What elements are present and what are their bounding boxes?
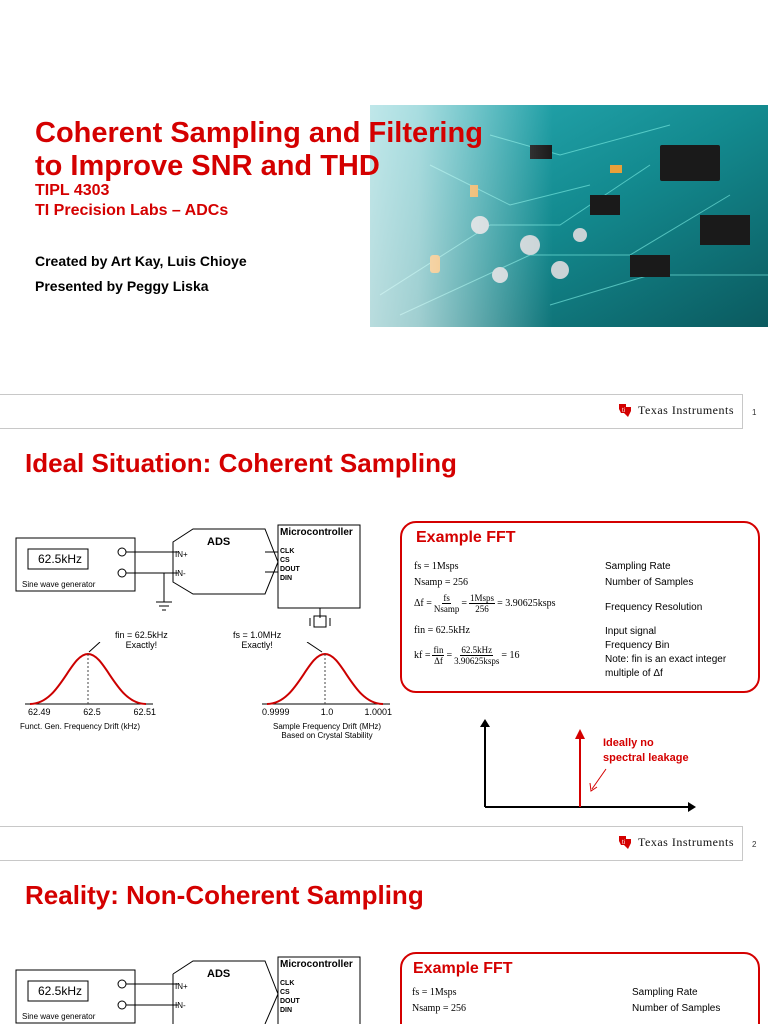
fraction: $\frac{\text{fin}}{\Delta f}$: [433, 645, 444, 666]
sample-frequency-bell-curve: [262, 642, 392, 707]
slide-footer: [0, 394, 743, 429]
course-code: TIPL 4303: [35, 182, 110, 199]
eq-fs: fs = 1Msps: [414, 561, 459, 572]
tick-label: 62.5: [83, 707, 101, 717]
mcu-pins: [280, 979, 300, 1015]
spectrum-note: [603, 736, 689, 766]
block-diagram: [10, 522, 380, 632]
desc-num-samples: Number of Samples: [632, 1003, 721, 1014]
ti-logo-text: Texas Instruments: [638, 834, 734, 849]
title-line-1: Coherent Sampling and Filtering: [35, 117, 483, 149]
bell2-ticks: [262, 707, 392, 717]
eq-fs: fs = 1Msps: [412, 987, 457, 998]
eq-kf: kf = $\frac{\text{fin}}{\Delta f}$ = $\frac{\text{62.5kHz}}{\text{3.90625ksps}}$ = 16: [414, 645, 520, 666]
svg-text:ti: ti: [622, 408, 626, 414]
pin-clk: CLK: [280, 548, 295, 555]
pin-cs: CS: [280, 557, 290, 564]
tick-label: 1.0: [320, 707, 334, 717]
generator-frequency: 62.5kHz: [38, 552, 83, 566]
eq-kf-result: = 16: [501, 650, 520, 661]
bell2-annotation: [233, 630, 281, 650]
eq-delta-f-lhs: Δf =: [414, 598, 432, 609]
fraction: $\frac{\text{62.5kHz}}{\text{3.90625ksps}}$: [454, 645, 500, 666]
slide-footer: [0, 826, 743, 861]
desc-num-samples: Number of Samples: [605, 577, 694, 588]
desc-sampling-rate: Sampling Rate: [632, 987, 698, 998]
tick-label: 62.51: [133, 707, 156, 717]
adc-label: ADS: [207, 968, 231, 980]
pin-din: DIN: [280, 1007, 293, 1014]
generator-label: Sine wave generator: [22, 580, 96, 589]
in-minus-label: IN-: [175, 569, 186, 578]
generator-frequency: 62.5kHz: [38, 984, 83, 998]
example-fft-box: [400, 521, 760, 693]
ti-logo-text: Texas Instruments: [638, 402, 734, 417]
tick-label: 62.49: [28, 707, 51, 717]
eq-fin: fin = 62.5kHz: [414, 625, 470, 636]
page-number: 2: [752, 840, 757, 849]
fraction: $\frac{fs}{\text{Nsamp}}$: [433, 593, 460, 614]
bell1-ticks: [28, 707, 156, 717]
pin-din: DIN: [280, 575, 293, 582]
slide-2: [0, 432, 768, 862]
in-minus-label: IN-: [175, 1001, 186, 1010]
bell2-caption-line2: Based on Crystal Stability: [281, 731, 373, 740]
pin-cs: CS: [280, 989, 290, 996]
created-by: Created by Art Kay, Luis Chioye: [35, 253, 247, 269]
tick-label: 1.0001: [364, 707, 392, 717]
bell2-caption-line1: Sample Frequency Drift (MHz): [272, 722, 382, 731]
spectrum-note-line2: spectral leakage: [603, 752, 689, 764]
in-plus-label: IN+: [175, 982, 188, 991]
slide-3: [0, 864, 768, 1024]
bell1-annot-line2: Exactly!: [125, 640, 158, 650]
pin-dout: DOUT: [280, 566, 300, 573]
example-fft-box: [400, 952, 760, 1024]
presented-by: Presented by Peggy Liska: [35, 278, 209, 294]
eq-delta-f-result: = 3.90625ksps: [497, 598, 556, 609]
slide-title: Reality: Non-Coherent Sampling: [25, 880, 424, 910]
frequency-drift-bell-curve: [25, 642, 155, 707]
eq-nsamp: Nsamp = 256: [414, 577, 468, 588]
series-name: TI Precision Labs – ADCs: [35, 202, 229, 219]
svg-text:ti: ti: [622, 840, 626, 846]
ti-logo: [616, 833, 734, 851]
fft-title: Example FFT: [413, 960, 513, 977]
mcu-label: Microcontroller: [280, 527, 353, 538]
bell2-caption: [262, 722, 392, 740]
bell1-annot-line1: fin = 62.5kHz: [115, 630, 168, 640]
ti-logo: [616, 401, 734, 419]
desc-freq-res: Frequency Resolution: [605, 602, 703, 613]
spectrum-note-line1: Ideally no: [603, 737, 654, 749]
generator-label: Sine wave generator: [22, 1012, 96, 1021]
mcu-label: Microcontroller: [280, 959, 353, 970]
bell1-caption: Funct. Gen. Frequency Drift (kHz): [20, 722, 141, 731]
adc-label: ADS: [207, 536, 231, 548]
mcu-pins: [280, 547, 300, 583]
desc-note-2: multiple of Δf: [605, 668, 663, 679]
slide-title: Ideal Situation: Coherent Sampling: [25, 448, 457, 478]
page-number: 1: [752, 408, 757, 417]
bell1-annotation: [115, 630, 168, 650]
eq-nsamp: Nsamp = 256: [412, 1003, 466, 1014]
ideal-spectrum-plot: [478, 717, 700, 817]
desc-freq-bin: Frequency Bin: [605, 640, 670, 651]
fraction: $\frac{\text{1Msps}}{256}$: [470, 593, 495, 614]
fft-title: Example FFT: [416, 529, 516, 546]
bell2-annot-line1: fs = 1.0MHz: [233, 630, 282, 640]
desc-sampling-rate: Sampling Rate: [605, 561, 671, 572]
desc-input: Input signal: [605, 626, 657, 637]
slide-1: [0, 0, 768, 430]
tick-label: 0.9999: [262, 707, 290, 717]
pin-clk: CLK: [280, 980, 295, 987]
title-line-2: to Improve SNR and THD: [35, 150, 380, 182]
ti-state-icon: [616, 401, 634, 419]
desc-note: Note: fin is an exact integer: [605, 654, 727, 665]
bell2-annot-line2: Exactly!: [241, 640, 273, 650]
pin-dout: DOUT: [280, 998, 300, 1005]
eq-delta-f: Δf = $\frac{fs}{\text{Nsamp}}$ = $\frac{\text{1Msps}}{256}$ = 3.90625ksps: [414, 593, 556, 614]
ti-state-icon: [616, 833, 634, 851]
in-plus-label: IN+: [175, 550, 188, 559]
